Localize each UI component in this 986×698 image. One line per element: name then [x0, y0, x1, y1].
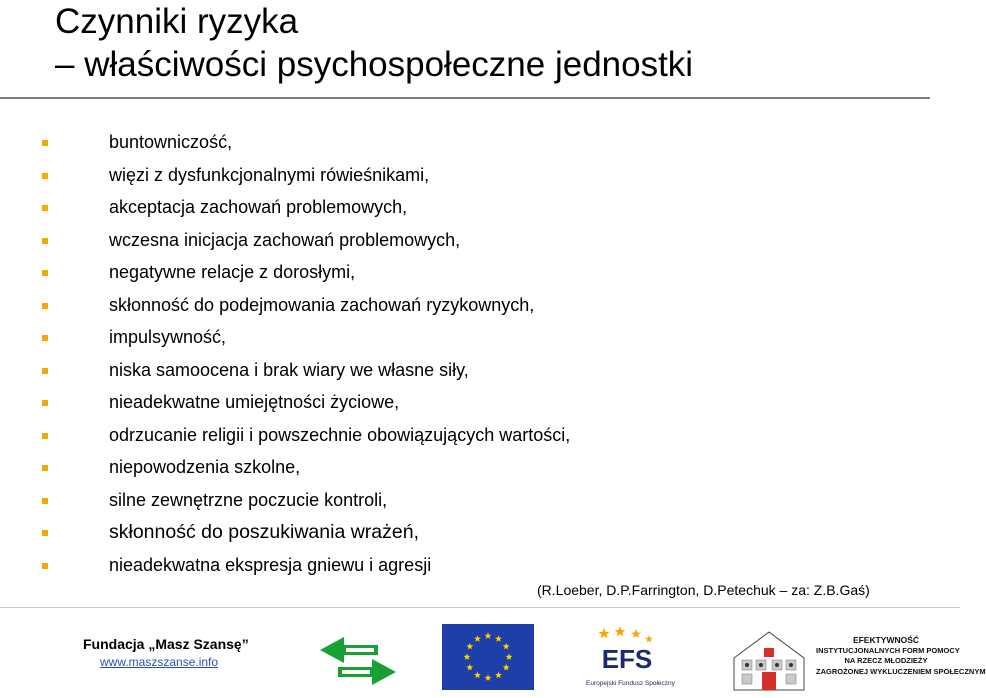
bullet-square-icon [42, 173, 48, 179]
bullet-square-icon [42, 205, 48, 211]
bullet-square-icon [42, 335, 48, 341]
list-item [42, 321, 570, 354]
risk-factor-list [42, 126, 570, 581]
efs-logo [586, 624, 675, 694]
list-item-text: odrzucanie religii i powszechnie obowiązujących wartości, [109, 424, 571, 445]
title-divider [0, 97, 930, 99]
list-item [42, 126, 570, 159]
efs-caption: Europejski Fundusz Społeczny [586, 680, 675, 687]
bullet-square-icon [42, 498, 48, 504]
bullet-square-icon [42, 140, 48, 146]
list-item [42, 354, 570, 387]
list-item-text: więzi z dysfunkcjonalnymi rówieśnikami, [109, 164, 430, 185]
list-item [42, 484, 570, 517]
list-item [42, 224, 570, 257]
foundation-link[interactable]: www.maszszanse.info [100, 655, 219, 669]
list-item-text: nieadekwatna ekspresja gniewu i agresji [109, 554, 432, 575]
bullet-square-icon [42, 303, 48, 309]
list-item [42, 516, 570, 549]
list-item-text: silne zewnętrzne poczucie kontroli, [109, 489, 388, 510]
efs-logo-icon [586, 624, 668, 680]
list-item-text: niepowodzenia szkolne, [109, 457, 301, 477]
list-item [42, 451, 570, 484]
effective-line-2: INSTYTUCJONALNYCH FORM POMOCY [816, 645, 960, 655]
citation: (R.Loeber, D.P.Farrington, D.Petechuk – za: Z.B.Gaś) [537, 582, 870, 598]
list-item-text: negatywne relacje z dorosłymi, [109, 262, 356, 282]
effectiveness-logo-text [816, 635, 986, 677]
foundation-name: Fundacja „Masz Szansę” [83, 636, 249, 652]
footer-divider [0, 607, 960, 608]
house-logo-icon [728, 626, 810, 694]
bullet-square-icon [42, 530, 48, 536]
title-line-1: Czynniki ryzyka [55, 2, 299, 41]
effective-line-3: NA RZECZ MŁODZIEŻY [844, 656, 928, 665]
bullet-square-icon [42, 563, 48, 569]
bullet-square-icon [42, 368, 48, 374]
list-item [42, 159, 570, 192]
list-item [42, 419, 570, 452]
bullet-square-icon [42, 400, 48, 406]
bullet-square-icon [42, 433, 48, 439]
effective-line-4: ZAGROŻONEJ WYKLUCZENIEM SPOŁECZNYM [816, 666, 986, 676]
list-item [42, 191, 570, 224]
list-item-text: niska samoocena i brak wiary we własne siły, [109, 359, 469, 380]
arrows-logo-icon [316, 634, 400, 688]
bullet-square-icon [42, 238, 48, 244]
bullet-square-icon [42, 270, 48, 276]
list-item-text: impulsywność, [109, 327, 227, 347]
effective-line-1: EFEKTYWNOŚĆ [852, 635, 920, 645]
list-item-text: akceptacja zachowań problemowych, [109, 197, 408, 217]
svg-text:EFS: EFS [601, 644, 653, 674]
list-item-text: skłonność do poszukiwania wrażeń, [109, 521, 420, 543]
title-line-2: – właściwości psychospołeczne jednostki [55, 45, 694, 84]
list-item-text: wczesna inicjacja zachowań problemowych, [109, 229, 461, 250]
eu-flag-icon [442, 624, 534, 690]
list-item-text: skłonność do podejmowania zachowań ryzykownych, [109, 294, 535, 315]
list-item-text: buntowniczość, [109, 132, 233, 152]
bullet-square-icon [42, 465, 48, 471]
list-item [42, 256, 570, 289]
list-item [42, 386, 570, 419]
slide-title [55, 0, 915, 86]
list-item [42, 289, 570, 322]
list-item-text: nieadekwatne umiejętności życiowe, [109, 392, 400, 412]
list-item [42, 549, 570, 582]
